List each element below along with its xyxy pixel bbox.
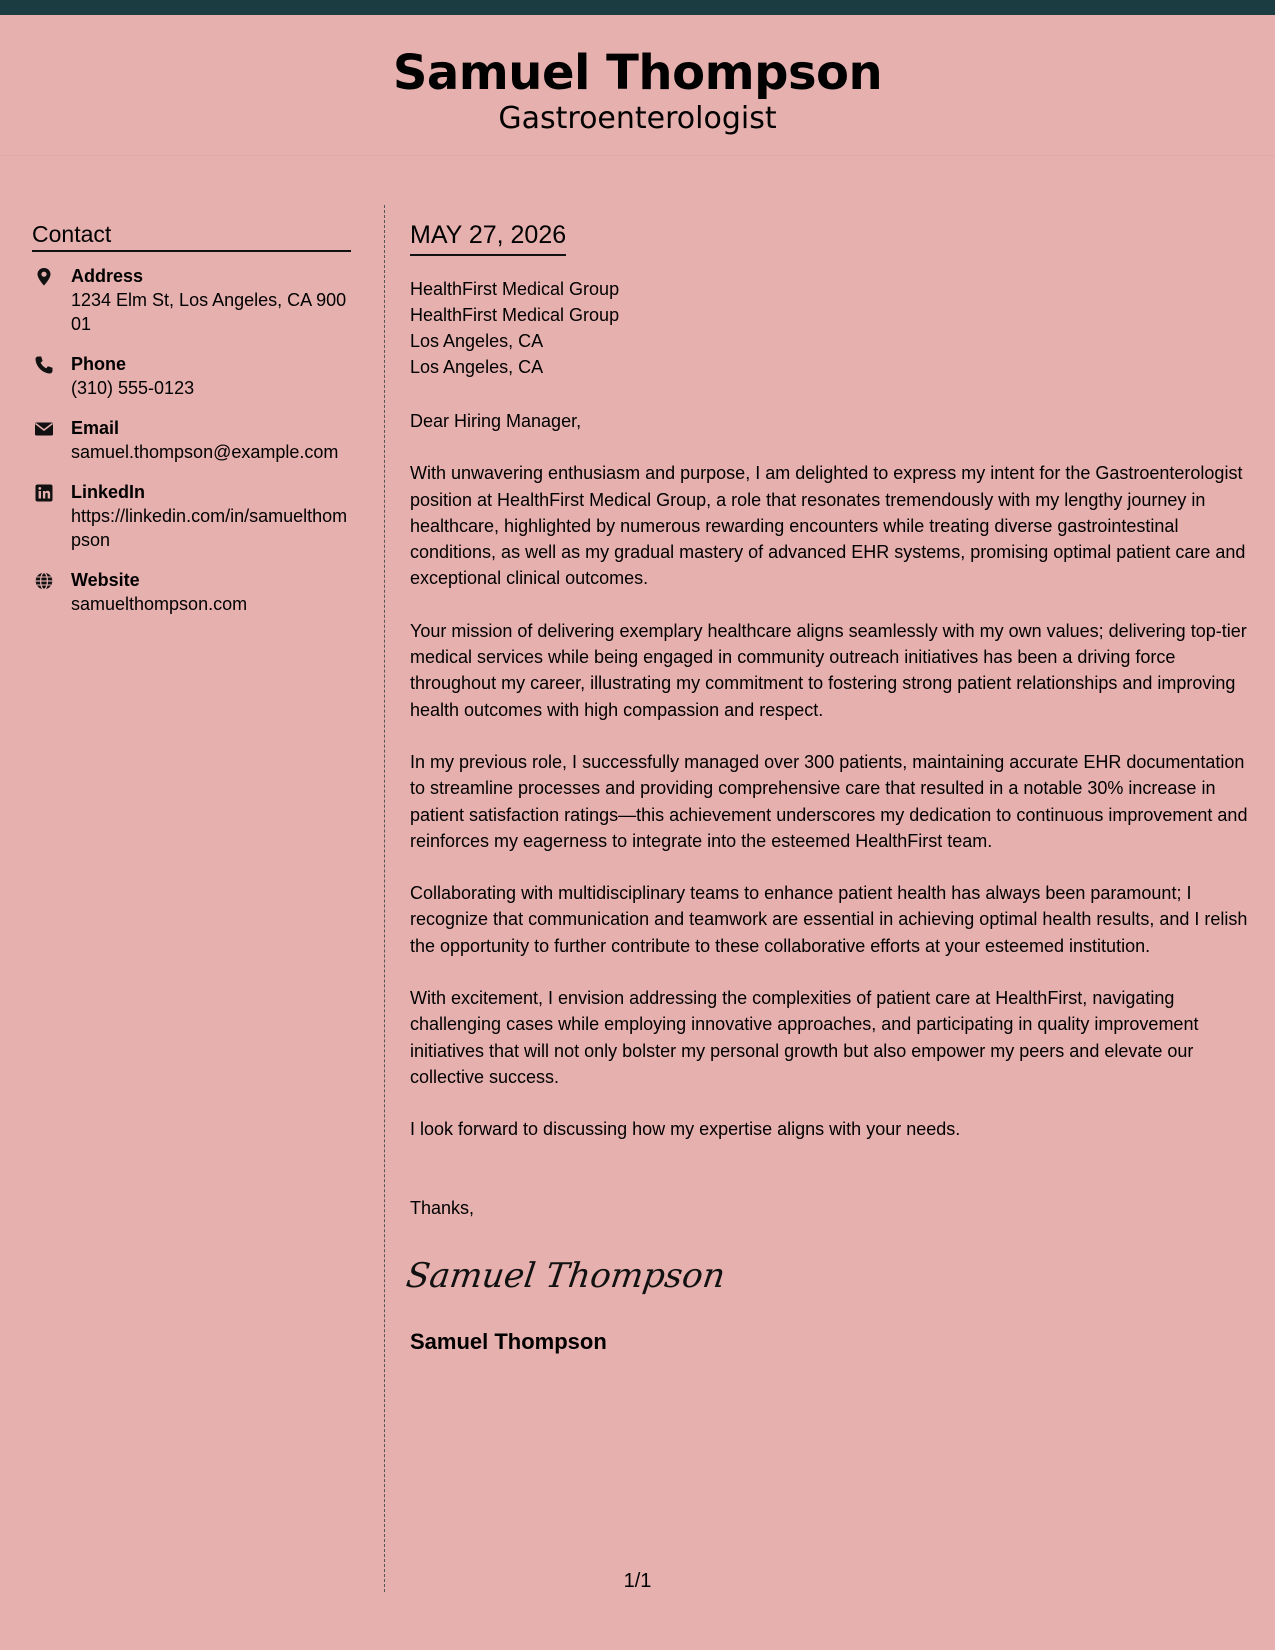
body-paragraph: Collaborating with multidisciplinary teams to enhance patient health has always been paramount; I recognize that communication and teamwork are essential in achieving optimal health results, and I relish the opportunity to further contribute to these collaborative efforts at your esteemed institution. xyxy=(410,883,1248,956)
handwritten-signature xyxy=(403,1251,728,1301)
contact-linkedin xyxy=(32,480,351,552)
contact-value: samuelthompson.com xyxy=(71,594,248,614)
contact-phone xyxy=(32,352,351,400)
body-paragraph: With unwavering enthusiasm and purpose, I am delighted to express my intent for the Gastroenterologist position at HealthFirst Medical Group, a role that resonates tremendously with my lengthy journey in healthcare, highlighted by numerous rewarding encounters while treating diverse gastrointestinal conditions, as well as my gradual mastery of advanced EHR systems, promising optimal patient care and exceptional clinical outcomes. xyxy=(410,463,1246,589)
closing: Thanks, xyxy=(410,1197,475,1218)
applicant-role: Gastroenterologist xyxy=(498,101,777,136)
body-paragraph: I look forward to discussing how my expertise aligns with your needs. xyxy=(410,1119,961,1140)
body-paragraph: In my previous role, I successfully managed over 300 patients, maintaining accurate EHR documentation to streamline processes and providing comprehensive care that resulted in a notable 30% increase in patient satisfaction ratings—this achievement underscores my dedication to continuous improvement and reinforces my eagerness to integrate into the esteemed HealthFirst team. xyxy=(410,751,1248,851)
contact-email xyxy=(32,416,351,464)
contact-value: samuel.thompson@example.com xyxy=(71,442,339,462)
recipient-line: HealthFirst Medical Group xyxy=(410,305,620,325)
contact-address xyxy=(32,264,351,336)
recipient-block xyxy=(410,276,1252,380)
signer-name: Samuel Thompson xyxy=(410,1328,607,1354)
page-header xyxy=(0,15,1275,156)
contact-sidebar xyxy=(32,220,351,616)
phone-icon xyxy=(34,355,54,375)
salutation: Dear Hiring Manager, xyxy=(410,411,582,431)
linkedin-icon xyxy=(34,483,54,503)
recipient-line: Los Angeles, CA xyxy=(410,331,544,351)
svg-text:Samuel Thompson: Samuel Thompson xyxy=(403,1255,728,1296)
contact-value: 1234 Elm St, Los Angeles, CA 90001 xyxy=(71,290,347,334)
contact-value: (310) 555-0123 xyxy=(71,378,195,398)
applicant-name: Samuel Thompson xyxy=(392,45,883,101)
date-block xyxy=(410,220,566,256)
body-paragraph: Your mission of delivering exemplary healthcare aligns seamlessly with my own values; delivering top-tier medical services while being engaged in community outreach initiatives has been a driving force throughout my career, illustrating my commitment to fostering strong patient relationships and improving health outcomes with high compassion and respect. xyxy=(410,620,1247,720)
contact-value: https://linkedin.com/in/samuelthompson xyxy=(71,506,348,550)
letter-body xyxy=(403,220,1252,1355)
contact-label: Email xyxy=(71,418,120,438)
contact-label: Phone xyxy=(71,354,127,374)
column-divider xyxy=(384,205,385,1592)
contact-label: Address xyxy=(71,266,144,286)
envelope-icon xyxy=(34,419,54,439)
signature xyxy=(403,1251,1252,1301)
contact-label: Website xyxy=(71,570,140,590)
recipient-line: HealthFirst Medical Group xyxy=(410,279,620,299)
recipient-line: Los Angeles, CA xyxy=(410,357,544,377)
page-number: 1/1 xyxy=(623,1570,652,1592)
contact-website xyxy=(32,568,351,616)
letter-date: MAY 27, 2026 xyxy=(410,221,567,249)
contact-heading: Contact xyxy=(32,220,351,252)
top-accent-bar xyxy=(0,0,1275,15)
globe-icon xyxy=(34,571,54,591)
contact-label: LinkedIn xyxy=(71,482,146,502)
map-pin-icon xyxy=(34,267,54,287)
body-paragraph: With excitement, I envision addressing the complexities of patient care at HealthFirst, navigating challenging cases while employing innovative approaches, and participating in quality improvement initiatives that will not only bolster my personal growth but also empower my peers and elevate our collective success. xyxy=(410,988,1199,1087)
